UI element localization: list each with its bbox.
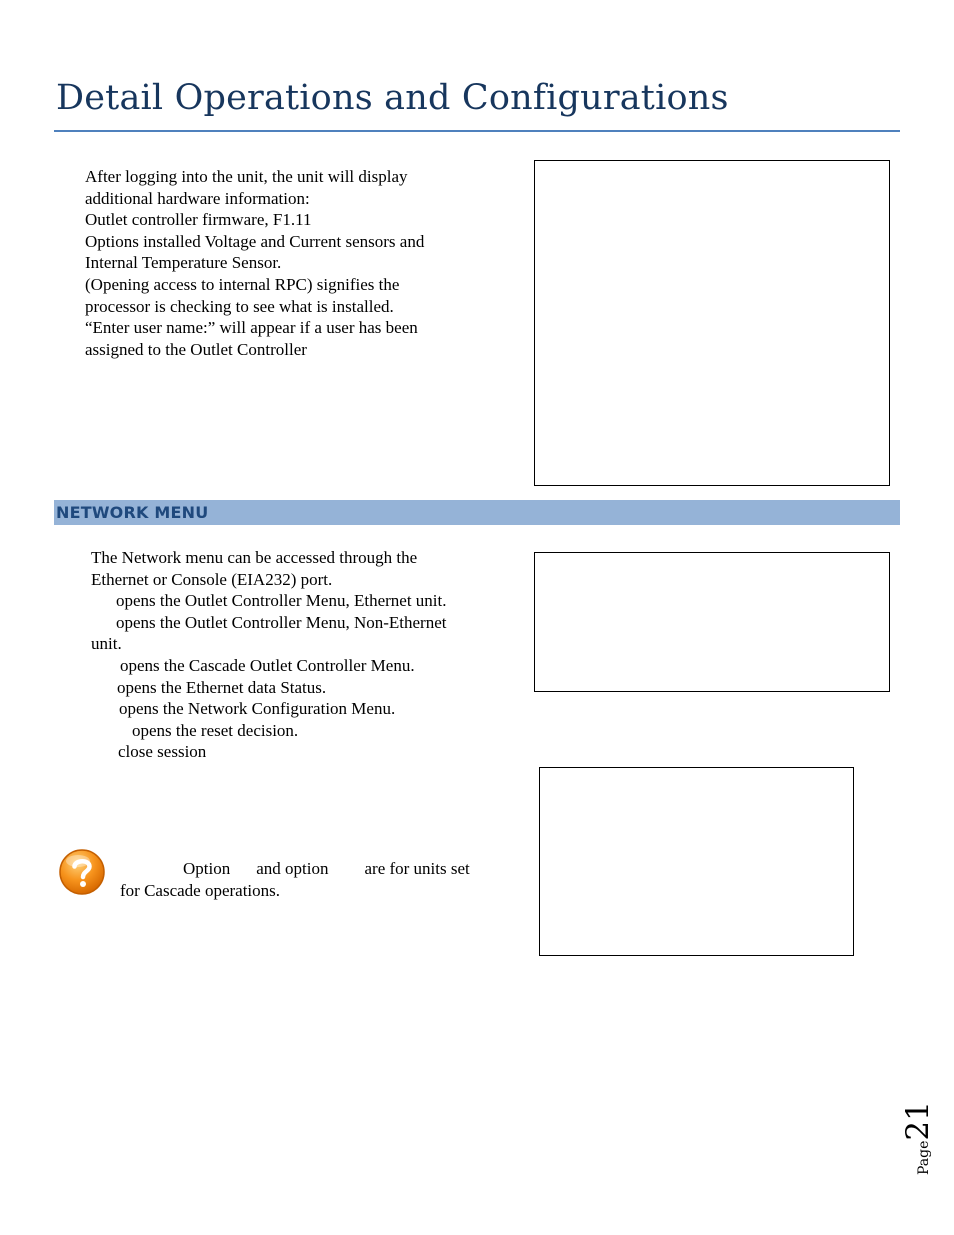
intro-line: Internal Temperature Sensor. xyxy=(85,253,282,273)
intro-line: additional hardware information: xyxy=(85,188,310,208)
page-label: Page xyxy=(916,1140,932,1175)
intro-line: assigned to the Outlet Controller xyxy=(85,339,307,359)
intro-line: (Opening access to internal RPC) signifies the xyxy=(85,274,400,294)
note-text-and-option: and option xyxy=(256,859,329,878)
network-line: opens the Network Configuration Menu. xyxy=(119,699,396,719)
intro-line: Options installed Voltage and Current sensors and xyxy=(85,231,425,251)
network-line: unit. xyxy=(91,634,122,654)
network-menu-paragraph xyxy=(91,547,447,763)
intro-line: After logging into the unit, the unit will display xyxy=(85,167,408,186)
network-line: opens the Outlet Controller Menu, Non-Ethernet xyxy=(116,612,447,632)
title-divider xyxy=(54,130,900,132)
question-icon xyxy=(58,848,106,896)
network-line: opens the Cascade Outlet Controller Menu. xyxy=(120,655,415,675)
cascade-screenshot-frame xyxy=(539,767,854,956)
section-heading: NETWORK MENU xyxy=(56,503,209,522)
login-screenshot-frame xyxy=(534,160,890,486)
intro-paragraph xyxy=(85,166,424,360)
network-line: opens the Outlet Controller Menu, Ethernet unit. xyxy=(116,591,447,611)
section-heading-bar xyxy=(54,500,900,525)
network-line: The Network menu can be accessed through the xyxy=(91,548,418,567)
page-title: Detail Operations and Configurations xyxy=(56,78,729,118)
page-number xyxy=(900,1101,936,1175)
note-text-option: Option xyxy=(183,859,231,878)
network-menu-screenshot-frame xyxy=(534,552,890,692)
intro-line: Outlet controller firmware, F1.11 xyxy=(85,210,312,230)
intro-line: “Enter user name:” will appear if a user has been xyxy=(85,318,418,338)
network-line: opens the reset decision. xyxy=(132,720,299,740)
note-text-line2: for Cascade operations. xyxy=(120,881,281,900)
intro-line: processor is checking to see what is installed. xyxy=(85,296,394,316)
page-digits: 21 xyxy=(900,1101,936,1141)
cascade-note xyxy=(120,858,470,902)
network-line: opens the Ethernet data Status. xyxy=(117,677,327,697)
note-text-units: are for units set xyxy=(364,859,470,878)
network-line: Ethernet or Console (EIA232) port. xyxy=(91,569,333,589)
network-line: close session xyxy=(118,742,207,762)
